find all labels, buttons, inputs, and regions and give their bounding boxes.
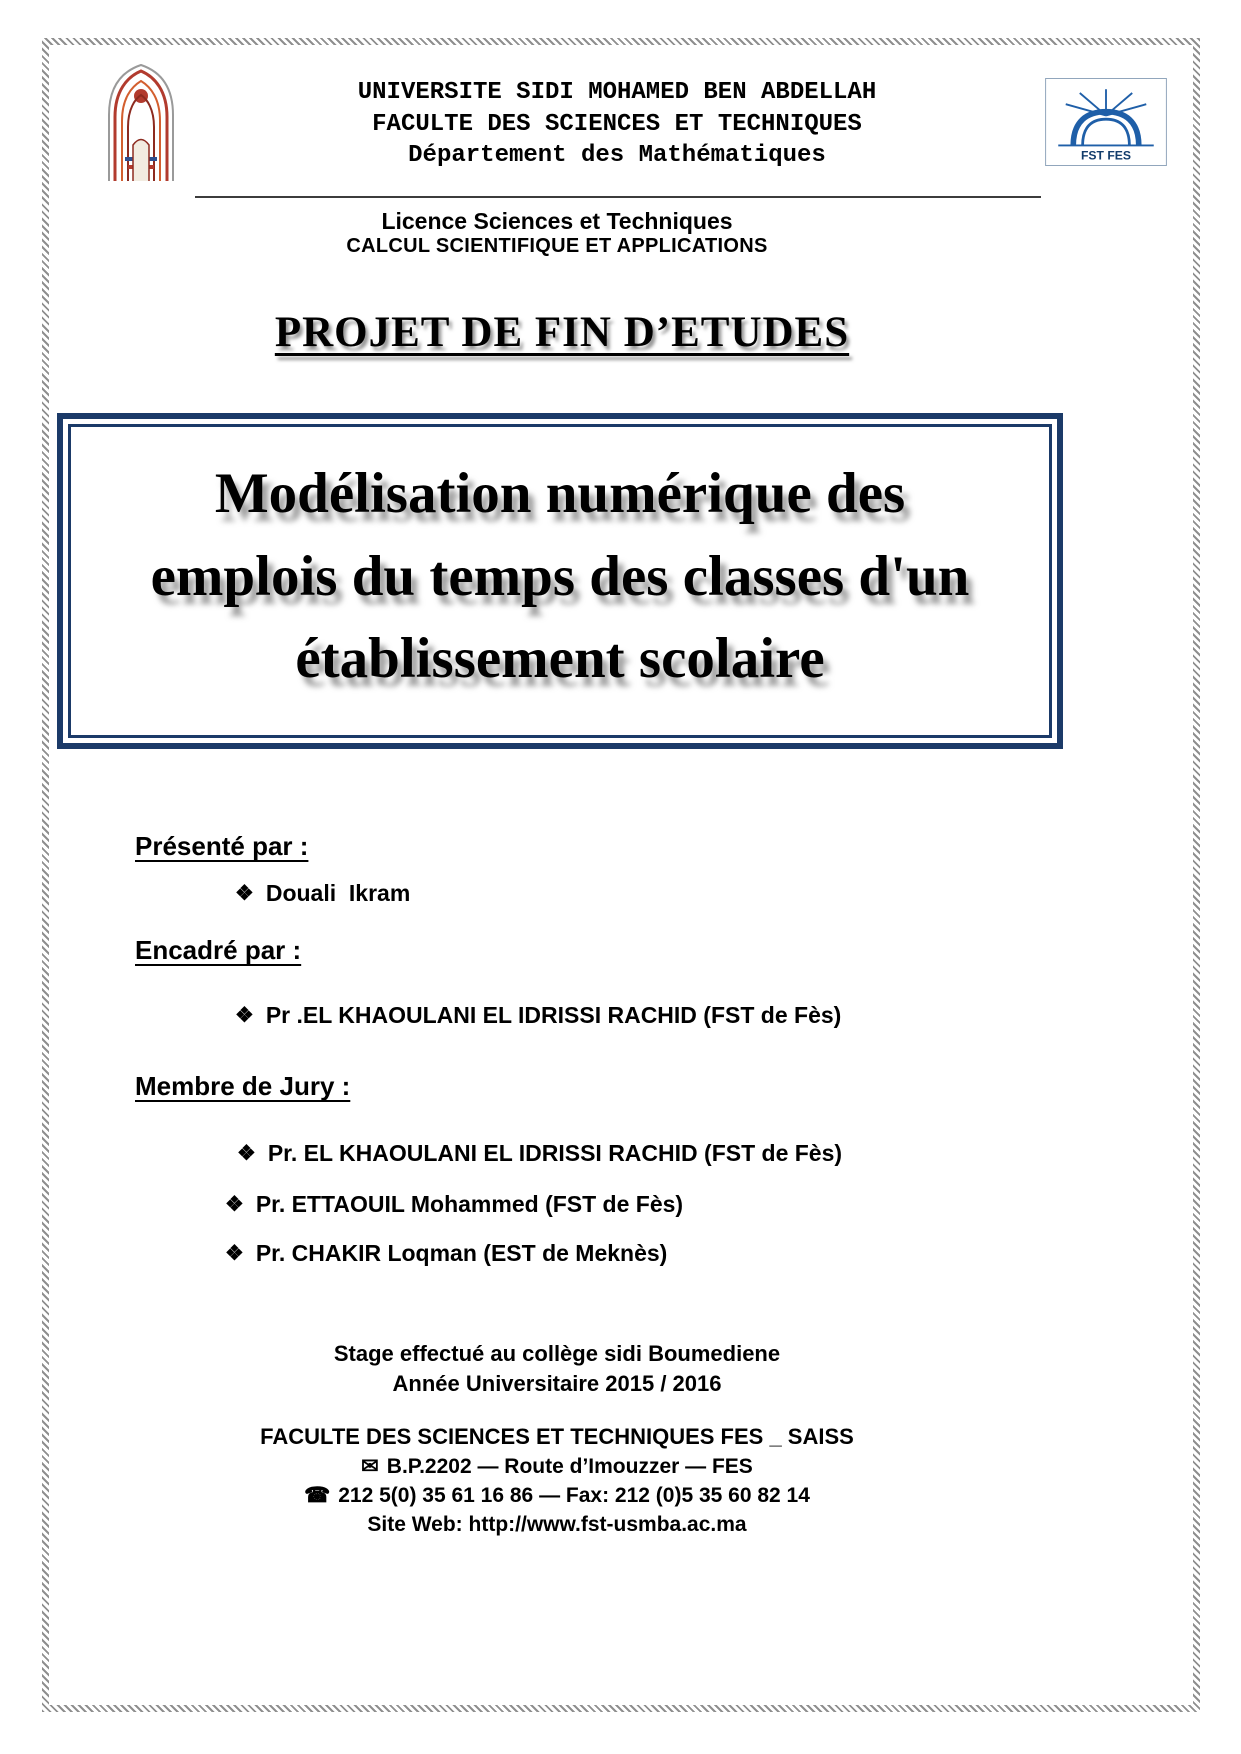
project-title-line-2: emplois du temps des classes d'un (150, 544, 970, 608)
jury-member-name: Pr. CHAKIR Loqman (EST de Meknès) (255, 1239, 668, 1266)
jury-member-item (225, 1240, 1193, 1267)
jury-member-name: Pr. ETTAOUIL Mohammed (FST de Fès) (255, 1190, 684, 1217)
presented-by-label: Présenté par : (135, 830, 309, 861)
mail-icon: ✉ (361, 1454, 379, 1478)
phone-icon: ☎ (304, 1483, 331, 1507)
internship-block (49, 1339, 1193, 1398)
faculty-name: FACULTE DES SCIENCES ET TECHNIQUES (372, 110, 862, 138)
jury-label: Membre de Jury : (135, 1070, 351, 1101)
document-title: PROJET DE FIN D’ETUDES (274, 309, 850, 356)
jury-member-item (237, 1140, 1193, 1167)
university-emblem-icon (93, 61, 189, 183)
fst-fes-logo (1045, 78, 1167, 171)
university-name: UNIVERSITE SIDI MOHAMED BEN ABDELLAH (357, 78, 877, 106)
program-speciality: CALCUL SCIENTIFIQUE ET APPLICATIONS (346, 235, 768, 257)
footer-address-line (49, 1453, 1065, 1482)
diamond-bullet-icon: ❖ (235, 1003, 254, 1027)
university-logo (93, 61, 189, 188)
internship-place: Stage effectué au collège sidi Boumediene (333, 1340, 781, 1366)
diamond-bullet-icon: ❖ (237, 1141, 256, 1165)
footer-website: Site Web: http://www.fst-usmba.ac.ma (367, 1512, 747, 1536)
project-title-box (57, 413, 1063, 749)
project-title-line-3: établissement scolaire (295, 627, 825, 691)
academic-year: Année Universitaire 2015 / 2016 (392, 1370, 722, 1396)
program-name: Licence Sciences et Techniques (381, 208, 733, 234)
supervised-by-label: Encadré par : (135, 934, 302, 965)
project-title (79, 453, 1041, 701)
fst-fes-logo-icon (1045, 78, 1167, 166)
project-title-line-1: Modélisation numérique des (214, 462, 906, 525)
header-divider (195, 196, 1041, 198)
project-title-box-inner (68, 424, 1052, 738)
department-name: Département des Mathématiques (408, 142, 826, 170)
diamond-bullet-icon: ❖ (225, 1241, 244, 1265)
program-block (49, 208, 1193, 258)
institution-heading (189, 77, 1045, 172)
supervisor-item (235, 1002, 1193, 1029)
decorative-page-border (42, 38, 1200, 1712)
fst-fes-logo-text: FST FES (1081, 148, 1131, 163)
credits-section (135, 831, 1193, 1267)
footer-phone-line (49, 1482, 1065, 1511)
diamond-bullet-icon: ❖ (235, 881, 254, 905)
footer-contact-block (49, 1422, 1193, 1539)
header (49, 45, 1193, 188)
footer-phone-fax: 212 5(0) 35 61 16 86 — Fax: 212 (0)5 35 60 82 14 (338, 1483, 810, 1507)
diamond-bullet-icon: ❖ (225, 1192, 244, 1216)
footer-faculty-name: FACULTE DES SCIENCES ET TECHNIQUES FES _ SAISS (260, 1424, 854, 1450)
supervisor-name: Pr .EL KHAOULANI EL IDRISSI RACHID (FST de Fès) (265, 1001, 842, 1028)
jury-member-item (225, 1191, 1193, 1218)
student-name: Douali Ikram (265, 879, 411, 906)
footer-address: B.P.2202 — Route d’Imouzzer — FES (386, 1454, 753, 1478)
jury-member-name: Pr. EL KHAOULANI EL IDRISSI RACHID (FST de Fès) (267, 1139, 843, 1166)
presented-by-item (235, 880, 1193, 907)
